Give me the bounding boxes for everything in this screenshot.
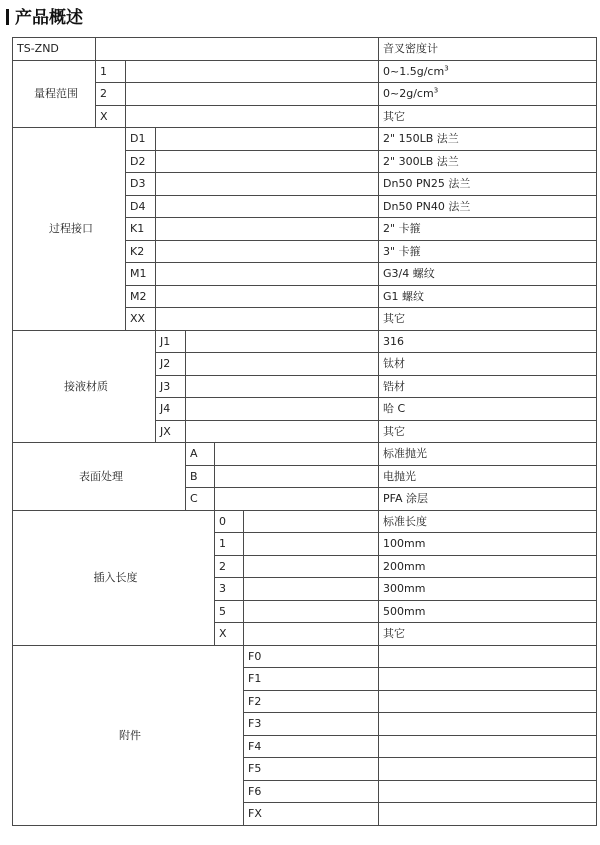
option-code-cell: FX	[244, 803, 379, 826]
spacer-cell	[379, 758, 597, 781]
option-code-cell: 2	[96, 83, 126, 106]
spacer-cell	[244, 623, 379, 646]
page-title-text: 产品概述	[15, 8, 83, 28]
spacer-cell	[156, 195, 379, 218]
section-5-category-label: 插入长度	[13, 510, 215, 645]
spacer-cell	[156, 285, 379, 308]
option-description-cell: 其它	[379, 105, 597, 128]
spacer-cell	[156, 308, 379, 331]
option-description-cell: 200mm	[379, 555, 597, 578]
spacer-cell	[215, 465, 379, 488]
option-description-cell: 2" 卡箍	[379, 218, 597, 241]
option-description-cell: 316	[379, 330, 597, 353]
product-name-cell: 音叉密度计	[379, 38, 597, 61]
option-description-cell: Dn50 PN25 法兰	[379, 173, 597, 196]
option-description-cell: 哈 C	[379, 398, 597, 421]
spacer-cell	[244, 555, 379, 578]
spacer-cell	[379, 690, 597, 713]
spacer-cell	[126, 105, 379, 128]
spacer-cell	[379, 645, 597, 668]
section-3-category-label: 接液材质	[13, 330, 156, 443]
spacer-cell	[379, 803, 597, 826]
option-code-cell: K2	[126, 240, 156, 263]
option-code-cell: D1	[126, 128, 156, 151]
option-description-cell: G1 螺纹	[379, 285, 597, 308]
spacer-cell	[126, 60, 379, 83]
option-code-cell: D4	[126, 195, 156, 218]
option-code-cell: F4	[244, 735, 379, 758]
spacer-cell	[379, 735, 597, 758]
spacer-cell	[156, 240, 379, 263]
option-code-cell: J4	[156, 398, 186, 421]
spacer-cell	[186, 398, 379, 421]
spacer-cell	[156, 150, 379, 173]
option-code-cell: JX	[156, 420, 186, 443]
spacer-cell	[379, 713, 597, 736]
product-spec-table	[12, 37, 597, 826]
section-3-row	[13, 330, 597, 353]
option-description-cell: 2" 150LB 法兰	[379, 128, 597, 151]
spacer-cell	[126, 83, 379, 106]
spacer-cell	[244, 533, 379, 556]
spacer-cell	[379, 780, 597, 803]
option-description-cell: 其它	[379, 308, 597, 331]
option-description-cell: 300mm	[379, 578, 597, 601]
spacer-cell	[186, 353, 379, 376]
spacer-cell	[156, 218, 379, 241]
option-code-cell: D2	[126, 150, 156, 173]
section-5-row	[13, 510, 597, 533]
option-code-cell: 0	[215, 510, 244, 533]
spacer-cell	[215, 488, 379, 511]
spacer-cell	[156, 128, 379, 151]
option-description-cell: 其它	[379, 623, 597, 646]
option-code-cell: 5	[215, 600, 244, 623]
section-1-category-label: 量程范围	[13, 60, 96, 128]
option-code-cell: 2	[215, 555, 244, 578]
section-6-row	[13, 645, 597, 668]
section-2-row	[13, 128, 597, 151]
option-code-cell: C	[186, 488, 215, 511]
option-description-cell: G3/4 螺纹	[379, 263, 597, 286]
spacer-cell	[186, 330, 379, 353]
option-description-cell: 钛材	[379, 353, 597, 376]
option-description-cell: 100mm	[379, 533, 597, 556]
spacer-cell	[186, 420, 379, 443]
option-description-cell: $0\sim 2g/cm^3$	[379, 83, 597, 106]
header-spacer-cell	[96, 38, 379, 61]
section-4-row	[13, 443, 597, 466]
page-title	[6, 6, 83, 30]
option-code-cell: X	[215, 623, 244, 646]
option-code-cell: 1	[215, 533, 244, 556]
option-code-cell: F6	[244, 780, 379, 803]
option-code-cell: K1	[126, 218, 156, 241]
option-description-cell: 电抛光	[379, 465, 597, 488]
title-bar-marker	[6, 9, 9, 25]
option-code-cell: M1	[126, 263, 156, 286]
option-code-cell: X	[96, 105, 126, 128]
option-description-cell: 锆材	[379, 375, 597, 398]
option-description-cell: 500mm	[379, 600, 597, 623]
option-description-cell: 标准长度	[379, 510, 597, 533]
option-code-cell: 3	[215, 578, 244, 601]
option-code-cell: XX	[126, 308, 156, 331]
option-code-cell: 1	[96, 60, 126, 83]
option-code-cell: J2	[156, 353, 186, 376]
option-code-cell: F1	[244, 668, 379, 691]
spacer-cell	[244, 510, 379, 533]
spacer-cell	[244, 600, 379, 623]
section-1-row	[13, 60, 597, 83]
option-code-cell: B	[186, 465, 215, 488]
spacer-cell	[215, 443, 379, 466]
model-code-cell: TS-ZND	[13, 38, 96, 61]
option-description-cell: 标准抛光	[379, 443, 597, 466]
option-code-cell: J1	[156, 330, 186, 353]
option-description-cell: $0\sim 1.5g/cm^3$	[379, 60, 597, 83]
section-2-category-label: 过程接口	[13, 128, 126, 331]
section-1-row	[13, 83, 597, 106]
header-row	[13, 38, 597, 61]
option-code-cell: D3	[126, 173, 156, 196]
option-code-cell: F3	[244, 713, 379, 736]
spacer-cell	[186, 375, 379, 398]
option-description-cell: PFA 涂层	[379, 488, 597, 511]
option-description-cell: 2" 300LB 法兰	[379, 150, 597, 173]
option-code-cell: A	[186, 443, 215, 466]
spacer-cell	[156, 173, 379, 196]
spacer-cell	[244, 578, 379, 601]
option-description-cell: 其它	[379, 420, 597, 443]
option-description-cell: 3" 卡箍	[379, 240, 597, 263]
option-code-cell: M2	[126, 285, 156, 308]
option-code-cell: F2	[244, 690, 379, 713]
spacer-cell	[379, 668, 597, 691]
option-code-cell: J3	[156, 375, 186, 398]
section-1-row	[13, 105, 597, 128]
option-description-cell: Dn50 PN40 法兰	[379, 195, 597, 218]
section-6-category-label: 附件	[13, 645, 244, 825]
section-4-category-label: 表面处理	[13, 443, 186, 511]
option-code-cell: F5	[244, 758, 379, 781]
option-code-cell: F0	[244, 645, 379, 668]
spacer-cell	[156, 263, 379, 286]
